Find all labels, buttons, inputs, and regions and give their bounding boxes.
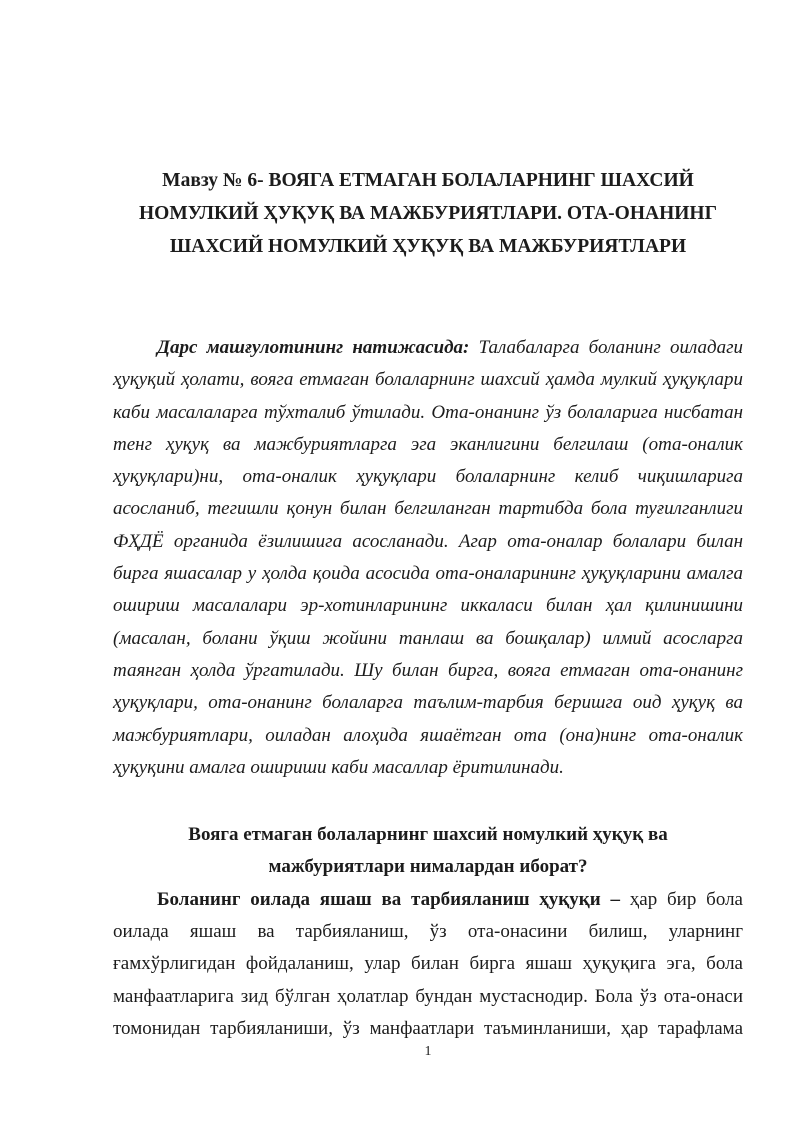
subheading-line-1: Вояга етмаган болаларнинг шахсий номулкий ҳуқуқ ва (188, 824, 668, 846)
paragraph-lesson-outcome (113, 332, 743, 784)
title-line-2: НОМУЛКИЙ ҲУҚУҚ ВА МАЖБУРИЯТЛАРИ. ОТА-ОНАНИНГ (139, 203, 717, 224)
paragraph-child-rights (113, 884, 743, 1045)
paragraph-child-rights-lead: Боланинг оилада яшаш ва тарбияланиш ҳуқуқи – (157, 888, 620, 910)
page-number: 1 (424, 1044, 432, 1059)
subheading-line-2: мажбуриятлари нималардан иборат? (268, 856, 588, 878)
title-line-3: ШАХСИЙ НОМУЛКИЙ ҲУҚУҚ ВА МАЖБУРИЯТЛАРИ (169, 236, 687, 257)
document-text-block (113, 0, 743, 1045)
title-line-1: Мавзу № 6- ВОЯГА ЕТМАГАН БОЛАЛАРНИНГ ШАХСИЙ (162, 170, 694, 191)
section-subheading (113, 819, 743, 884)
paragraph-lesson-outcome-lead: Дарс машғулотининг натижасида: (157, 337, 470, 358)
document-title (113, 164, 743, 263)
paragraph-lesson-outcome-body: Талабаларга боланинг оиладаги ҳуқуқий ҳолати, вояга етмаган болаларнинг шахсий ҳамда мулкий ҳуқуқлари каби масалаларга тўхталиб ўтилади. Ота-онанинг ўз болаларига нисбатан тенг ҳуқуқ ва мажбуриятларга эга эканлигини белгилаш (ота-оналик ҳуқуқлари)ни, ота-оналик ҳуқуқлари болаларнинг келиб чиқишларига асосланиб, тегишли қонун билан белгиланган тартибда бола туғилганлиги ФҲДЁ органида ёзилишига асосланади. Агар ота-оналар болалари билан бирга яшасалар у ҳолда қоида асосида ота-оналарининг ҳуқуқларини амалга ошириш масалалари эр-хотинларининг иккаласи билан ҳал қилинишини (масалан, болани ўқиш жойини танлаш ва бошқалар) илмий асосларга таянган ҳолда ўргатилади. Шу билан бирга, вояга етмаган ота-онанинг ҳуқуқлари, ота-онанинг болаларга таълим-тарбия беришга оид ҳуқуқ ва мажбуриятлари, оиладан алоҳида яшаётган ота (она)нинг ота-оналик ҳуқуқини амалга ошириши каби масаллар ёритилинади. (113, 337, 743, 778)
paragraph-child-rights-body: ҳар бир бола оилада яшаш ва тарбияланиш, ўз ота-онасини билиш, уларнинг ғамхўрлигидан фойдаланиш, улар билан бирга яшаш ҳуқуқига эга, бола манфаатларига зид бўлган ҳолатлар бундан мустаснодир. Бола ўз ота-онаси томонидан тарбияланиши, ўз манфаатлари таъминланиши, ҳар тарафлама (113, 888, 743, 1039)
